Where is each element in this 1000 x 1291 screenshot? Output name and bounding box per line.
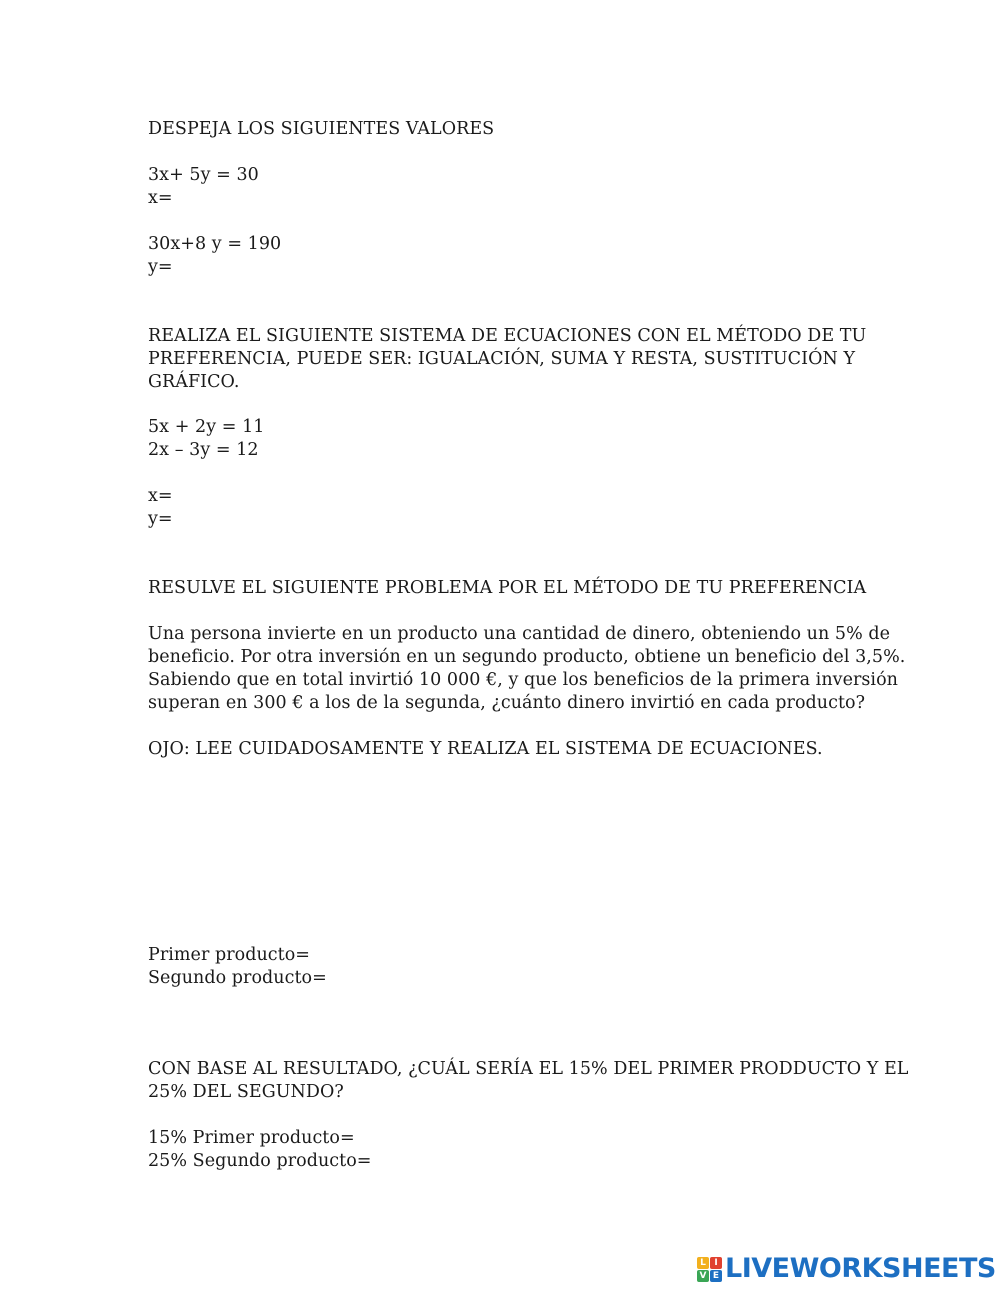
problem-line-4: superan en 300 € a los de la segunda, ¿cuánto dinero invirtió en cada producto? bbox=[148, 693, 866, 713]
problem-line-2: beneficio. Por otra inversión en un segundo producto, obtiene un beneficio del 3,5%. bbox=[148, 647, 906, 667]
system-answer-x-label: x= bbox=[148, 486, 173, 506]
system-equation-1: 5x + 2y = 11 bbox=[148, 417, 265, 437]
answer-y-label: y= bbox=[148, 257, 173, 277]
problem-line-3: Sabiendo que en total invirtió 10 000 €, y que los beneficios de la primera inversión bbox=[148, 670, 898, 690]
section-1-title: DESPEJA LOS SIGUIENTES VALORES bbox=[148, 119, 495, 139]
logo-tile-e: E bbox=[710, 1270, 722, 1282]
logo-tile-i: I bbox=[710, 1257, 722, 1269]
logo-tiles-icon bbox=[697, 1257, 722, 1282]
section-2-title-line-3: GRÁFICO. bbox=[148, 372, 240, 392]
equation-1: 3x+ 5y = 30 bbox=[148, 165, 259, 185]
problem-note: OJO: LEE CUIDADOSAMENTE Y REALIZA EL SISTEMA DE ECUACIONES. bbox=[148, 739, 823, 759]
section-3-title: RESULVE EL SIGUIENTE PROBLEMA POR EL MÉTODO DE TU PREFERENCIA bbox=[148, 578, 867, 598]
second-product-label: Segundo producto= bbox=[148, 968, 327, 988]
logo-tile-l: L bbox=[697, 1257, 709, 1269]
system-equation-2: 2x – 3y = 12 bbox=[148, 440, 259, 460]
problem-line-1: Una persona invierte en un producto una cantidad de dinero, obteniendo un 5% de bbox=[148, 624, 891, 644]
liveworksheets-logo bbox=[697, 1254, 996, 1284]
logo-tile-v: V bbox=[697, 1270, 709, 1282]
percent-first-product-label: 15% Primer producto= bbox=[148, 1128, 355, 1148]
section-2-title-line-1: REALIZA EL SIGUIENTE SISTEMA DE ECUACIONES CON EL MÉTODO DE TU bbox=[148, 326, 867, 346]
first-product-label: Primer producto= bbox=[148, 945, 311, 965]
percent-second-product-label: 25% Segundo producto= bbox=[148, 1151, 372, 1171]
answer-x-label: x= bbox=[148, 188, 173, 208]
section-4-title-line-1: CON BASE AL RESULTADO, ¿CUÁL SERÍA EL 15% DEL PRIMER PRODDUCTO Y EL bbox=[148, 1059, 909, 1079]
section-4-title-line-2: 25% DEL SEGUNDO? bbox=[148, 1082, 344, 1102]
system-answer-y-label: y= bbox=[148, 509, 173, 529]
section-2-title-line-2: PREFERENCIA, PUEDE SER: IGUALACIÓN, SUMA Y RESTA, SUSTITUCIÓN Y bbox=[148, 349, 856, 369]
logo-text: LIVEWORKSHEETS bbox=[725, 1253, 996, 1284]
equation-2: 30x+8 y = 190 bbox=[148, 234, 282, 254]
